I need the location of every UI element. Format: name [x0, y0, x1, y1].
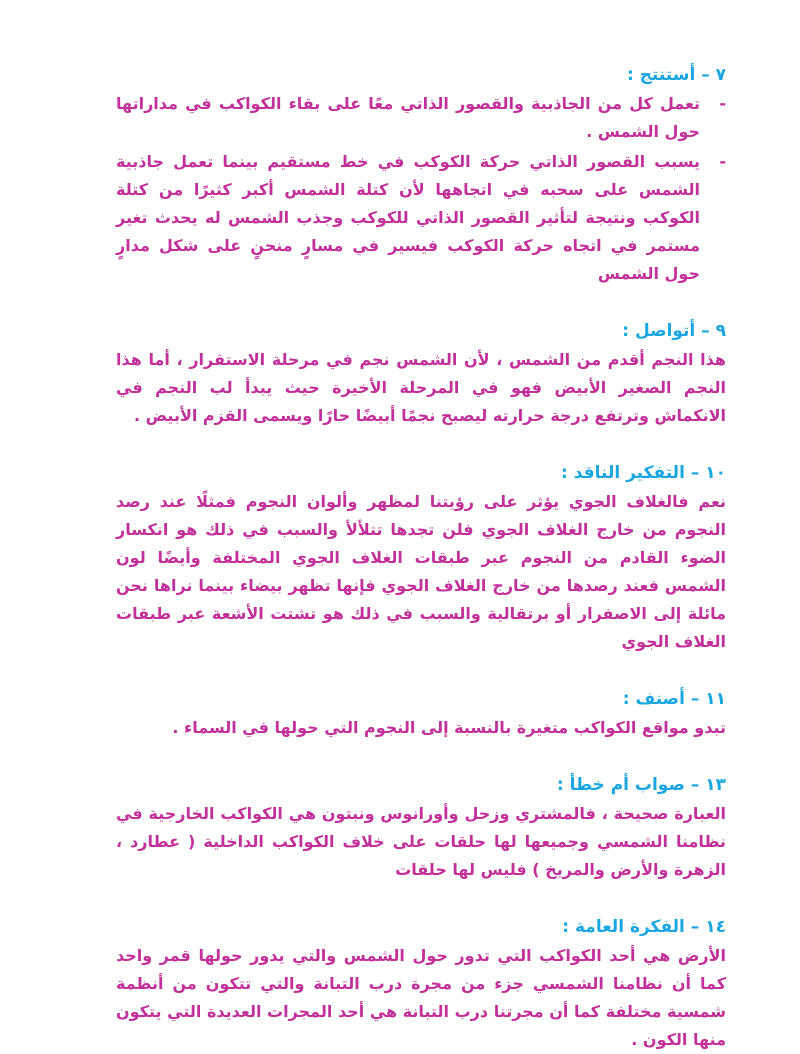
section-paragraph: نعم فالغلاف الجوي يؤثر على رؤيتنا لمظهر وألوان النجوم فمثلًا عند رصد النجوم من خارج الغلاف الجوي فلن تجدها تتلألأ والسبب في ذلك هو انكسار الضوء القادم من النجوم عبر طبقات الغلاف الجوي المختلفة وأيضًا لون الشمس فعند رصدها من خارج الغلاف الجوي فإنها تظهر بيضاء بينما نراها نحن مائلة إلى الاصفرار أو برتقالية والسبب في ذلك هو تشتت الأشعة عبر طبقات الغلاف الجوي [116, 492, 726, 651]
section-paragraph: هذا النجم أقدم من الشمس ، لأن الشمس نجم في مرحلة الاستقرار ، أما هذا النجم الصغير الأبيض فهو في المرحلة الأخيرة حيث يبدأ لب النجم في الانكماش وترتفع درجة حرارته ليصبح نجمًا أبيضًا حارًا ويسمى القزم الأبيض . [116, 350, 726, 425]
dash-marker: - [719, 94, 726, 113]
bullet-list [116, 90, 726, 288]
bullet-text: تعمل كل من الجاذبية والقصور الذاتي معًا على بقاء الكواكب في مداراتها حول الشمس . [116, 94, 700, 141]
section-paragraph: الأرض هي أحد الكواكب التي تدور حول الشمس والتي يدور حولها قمر واحد كما أن نظامنا الشمسي جزء من مجرة درب التبانة والتي تتكون من أنظمة شمسية مختلفة كما أن مجرتنا درب التبانة هي أحد المجرات العديدة التي يتكون منها الكون . [116, 946, 726, 1049]
section-heading: ١٣ – صواب أم خطأ : [556, 775, 726, 795]
section-critical-thinking [116, 460, 726, 656]
bullet-text: يسبب القصور الذاتي حركة الكوكب في خط مستقيم بينما تعمل جاذبية الشمس على سحبه في اتجاهها لأن كتلة الشمس أكبر كثيرًا من كتلة الكوكب ونتيجة لتأثير القصور الذاتي للكوكب وجذب الشمس له يحدث تغير مستمر في اتجاه حركة الكوكب فيسير في مسارٍ منحنٍ على شكل مدارٍ حول الشمس [116, 152, 700, 283]
section-true-false [116, 772, 726, 884]
section-paragraph: تبدو مواقع الكواكب متغيرة بالنسبة إلى النجوم التي حولها في السماء . [172, 718, 726, 737]
bullet-item [116, 90, 726, 146]
section-heading: ٩ – أتواصل : [622, 321, 726, 341]
section-classify [116, 686, 726, 742]
section-paragraph: العبارة صحيحة ، فالمشتري وزحل وأورانوس ونبتون هي الكواكب الخارجية في نظامنا الشمسي وجميعها لها حلقات على خلاف الكواكب الداخلية ( عطارد ، الزهرة والأرض والمريخ ) فليس لها حلقات [116, 804, 726, 879]
bullet-item [116, 148, 726, 288]
dash-marker: - [719, 152, 726, 171]
section-heading: ١٤ – الفكرة العامة : [562, 917, 726, 937]
section-heading: ٧ – أستنتج : [626, 65, 726, 85]
section-big-idea [116, 914, 726, 1054]
section-heading: ١١ – أصنف : [622, 689, 726, 709]
section-conclude [116, 62, 726, 288]
section-heading: ١٠ – التفكير الناقد : [560, 463, 726, 483]
section-communicate [116, 318, 726, 430]
